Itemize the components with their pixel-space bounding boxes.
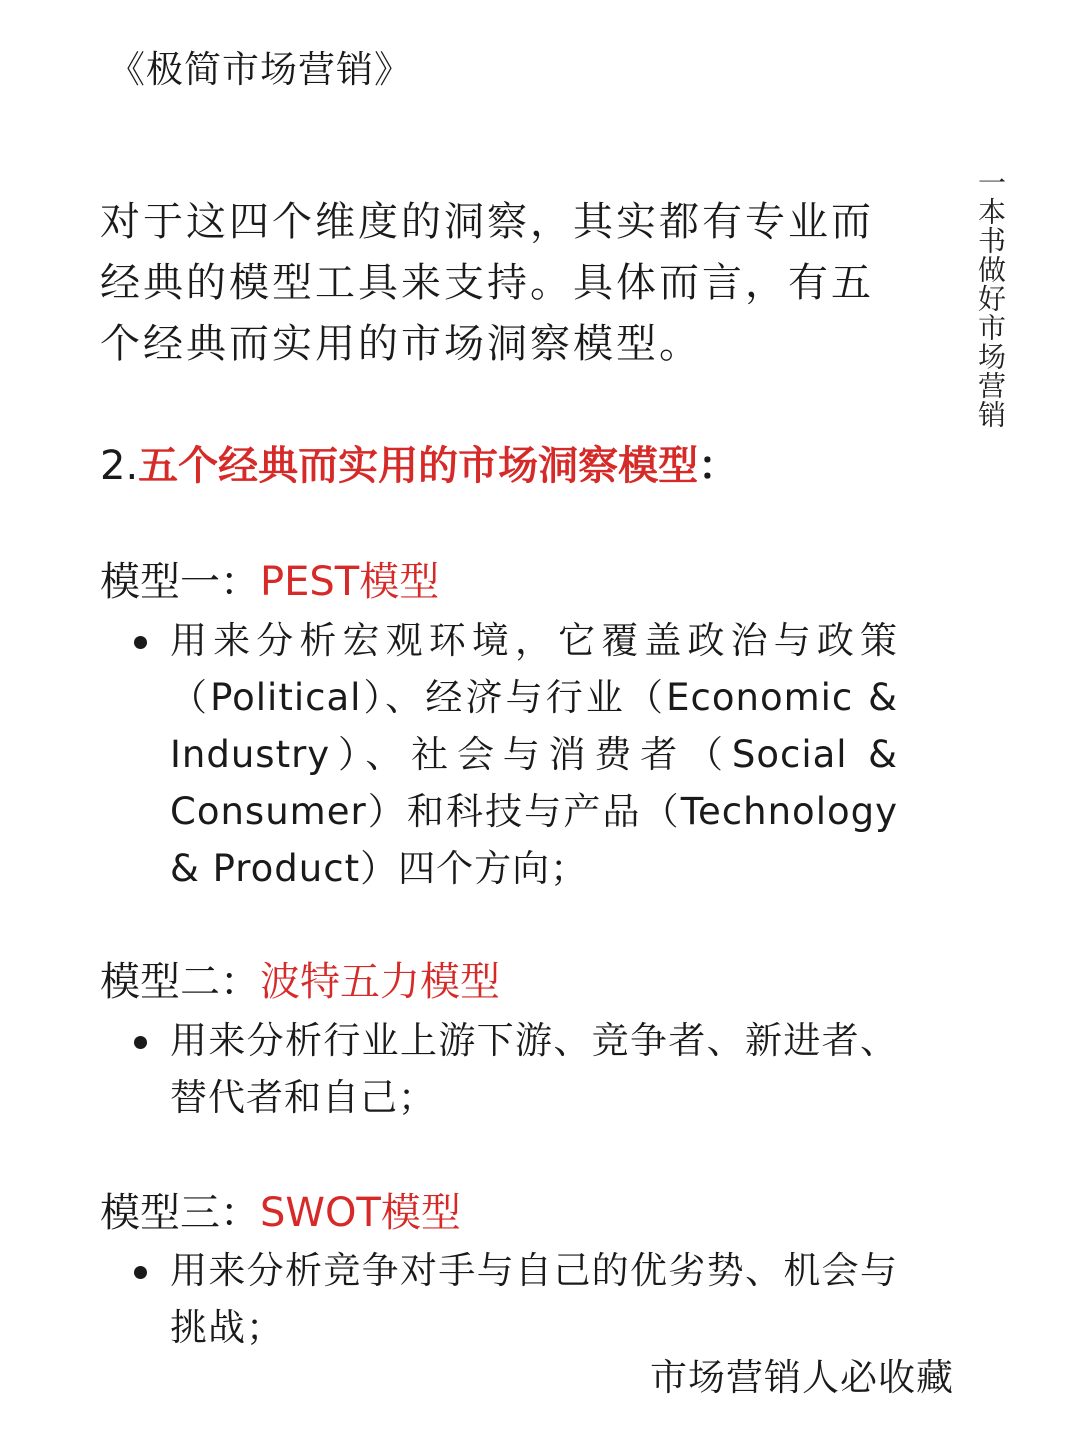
section-number: 2. <box>100 443 139 489</box>
section-heading-text: 五个经典而实用的市场洞察模型 <box>138 443 699 489</box>
model-2-title <box>100 952 500 1012</box>
section-heading <box>100 436 738 496</box>
book-title: 《极简市场营销》 <box>108 48 412 91</box>
model-2-label: 模型二： <box>100 959 260 1005</box>
footer-slogan: 市场营销人必收藏 <box>650 1356 954 1399</box>
model-1-bullet: 用来分析宏观环境，它覆盖政治与政策（Political）、经济与行业（Economic & Industry）、社会与消费者（Social & Consumer）和科技与产品（Technology & Product）四个方向； <box>170 612 898 897</box>
model-1-name: PEST模型 <box>260 559 440 605</box>
model-2-bullet: 用来分析行业上游下游、竞争者、新进者、替代者和自己； <box>170 1012 898 1126</box>
model-2-name: 波特五力模型 <box>260 959 500 1005</box>
model-3-name: SWOT模型 <box>260 1190 461 1236</box>
model-1-label: 模型一： <box>100 559 260 605</box>
model-3-label: 模型三： <box>100 1190 260 1236</box>
intro-paragraph: 对于这四个维度的洞察，其实都有专业而经典的模型工具来支持。具体而言，有五个经典而实用的市场洞察模型。 <box>100 199 874 367</box>
side-slogan: 一本书做好市场营销 <box>974 168 1007 429</box>
model-3-bullet: 用来分析竞争对手与自己的优劣势、机会与挑战； <box>170 1242 898 1356</box>
section-heading-suffix: ： <box>698 443 739 489</box>
model-3-title <box>100 1183 461 1243</box>
model-1-title <box>100 552 439 612</box>
